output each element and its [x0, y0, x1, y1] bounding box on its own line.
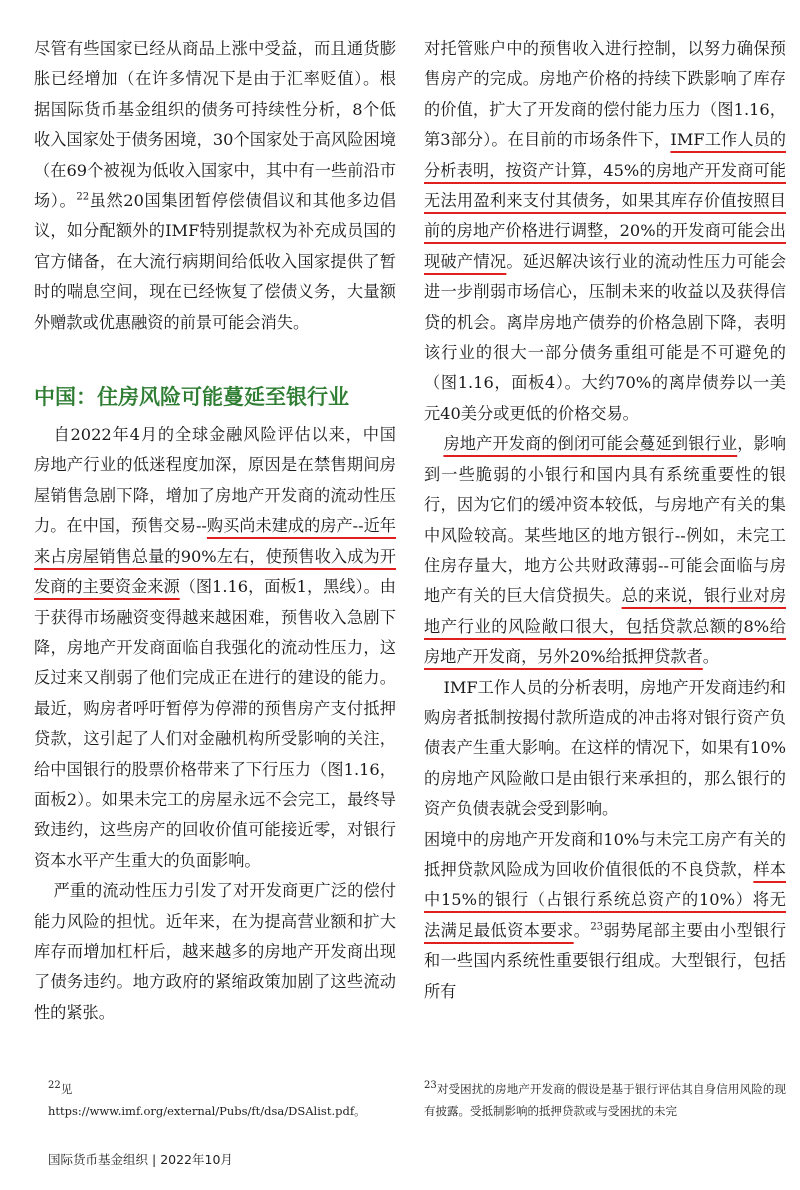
highlight-capital: 样本中15%的银行（占银行系统总资产的10%）将无法满足最低资本要求 — [424, 859, 786, 940]
paragraph-presales: 自2022年4月的全球金融风险评估以来，中国房地产行业的低迷程度加深，原因是在禁售期间房屋销售急剧下降，增加了房地产开发商的流动性压力。在中国，预售交易--购买尚未建成的房产--近年来占房屋销售总量的90%左右，使预售收入成为开发商的主要资金来源（图1.16，面板1，黑线）。由于获得市场融资变得越来越困难，预售收入急剧下降，房地产开发商面临自我强化的流动性压力，这反过来又削弱了他们完成正在进行的建设的能力。最近，购房者呼吁暂停为停滞的预售房产支付抵押贷款，这引起了人们对金融机构所受影响的关注，给中国银行的股票价格带来了下行压力（图1.16，面板2）。如果未完工的房屋永远不会完工，最终导致违约，这些房产的回收价值可能接近零，对银行资本水平产生重大的负面影响。 — [34, 425, 396, 870]
footnote-ref-22[interactable]: 22 — [76, 191, 90, 203]
footer-date: 2022年10月 — [160, 1152, 233, 1167]
highlight-imf-analysis: IMF工作人员的分析表明，按资产计算，45%的房地产开发商可能无法用盈利来支付其债务，如果其库存价值按照目前的房地产价格进行调整，20%的开发商可能会出现破产情况 — [424, 130, 786, 271]
highlight-presales: 购买尚未建成的房产--近年来占房屋销售总量的90%左右，使预售收入成为开发商的主要资金来源 — [34, 516, 396, 597]
paragraph-shock: IMF工作人员的分析表明，房地产开发商违约和购房者抵制按揭付款所造成的冲击将对银行资产负债表产生重大影响。在这样的情况下，如果有10%的房地产风险敞口是由银行来承担的，那么银行的资产负债表就会受到影响。 — [424, 677, 786, 819]
paragraph-contagion: 房地产开发商的倒闭可能会蔓延到银行业，影响到一些脆弱的小银行和国内具有系统重要性的银行，因为它们的缓冲资本较低，与房地产有关的集中风险较高。某些地区的地方银行--例如，未完工住房存量大，地方公共财政薄弱--可能会面临与房地产有关的巨大信贷损失。总的来说，银行业对房地产行业的风险敞口很大，包括贷款总额的8%给房地产开发商，另外20%给抵押贷款者。 — [424, 434, 787, 667]
footnote-22: 22见https://www.imf.org/external/Pubs/ft/dsa/DSAlist.pdf。 — [48, 1080, 366, 1118]
right-column — [424, 34, 786, 1007]
highlight-exposure: 总的来说，银行业对房地产行业的风险敞口很大，包括贷款总额的8%给房地产开发商，另外20%给抵押贷款者 — [424, 586, 787, 667]
left-column — [34, 34, 396, 1028]
highlight-contagion: 房地产开发商的倒闭可能会蔓延到银行业 — [443, 434, 738, 454]
footnote-23: 23对受困扰的房地产开发商的假设是基于银行评估其自身信用风险的现有披露。受抵制影响的抵押贷款或与受困扰的未完 — [424, 1080, 786, 1118]
footnote-ref-23[interactable]: 23 — [590, 921, 604, 933]
page-footer: 国际货币基金组织 | 2022年10月 — [48, 1152, 233, 1167]
paragraph-capital: 困境中的房地产开发商和10%与未完工房产有关的抵押贷款风险成为回收价值很低的不良贷款，样本中15%的银行（占银行系统总资产的10%）将无法满足最低资本要求。$^{23}$弱势尾部主要由小型银行和一些国内系统性重要银行组成。大型银行，包括所有 — [424, 829, 787, 1001]
paragraph-escrow: 对托管账户中的预售收入进行控制，以努力确保预售房产的完成。房地产价格的持续下跌影响了库存的价值，扩大了开发商的偿付能力压力（图1.16，第3部分）。在目前的市场条件下，IMF工作人员的分析表明，按资产计算，45%的房地产开发商可能无法用盈利来支付其债务，如果其库存价值按照目前的房地产价格进行调整，20%的开发商可能会出现破产情况。延迟解决该行业的流动性压力可能会进一步削弱市场信心，压制未来的收益以及获得信贷的机会。离岸房地产债券的价格急剧下降，表明该行业的很大一部分债务重组可能是不可避免的（图1.16，面板4）。大约70%的离岸债券以一美元40美分或更低的价格交易。 — [424, 39, 787, 423]
paragraph-solvency: 严重的流动性压力引发了对开发商更广泛的偿付能力风险的担忧。近年来，在为提高营业额和扩大库存而增加杠杆后，越来越多的房地产开发商出现了债务违约。地方政府的紧缩政策加剧了这些流动性的紧张。 — [34, 881, 396, 1022]
footer-org: 国际货币基金组织 — [48, 1152, 149, 1167]
footnote-22-link[interactable]: 见https://www.imf.org/external/Pubs/ft/dsa/DSAlist.pdf。 — [48, 1082, 366, 1118]
section-heading: 中国：住房风险可能蔓延至银行业 — [34, 385, 349, 410]
paragraph-debt-distress: 尽管有些国家已经从商品上涨中受益，而且通货膨胀已经增加（在许多情况下是由于汇率贬值）。根据国际货币基金组织的债务可持续性分析，8个低收入国家处于债务困境，30个国家处于高风险困境（在69个被视为低收入国家中，其中有一些前沿市场）。$^{22}$虽然20国集团暂停偿债倡议和其他多边倡议，如分配额外的IMF特别提款权为补充成员国的官方储备，在大流行病期间给低收入国家提供了暂时的喘息空间，现在已经恢复了偿债义务，大量额外赠款或优惠融资的前景可能会消失。 — [34, 39, 396, 332]
